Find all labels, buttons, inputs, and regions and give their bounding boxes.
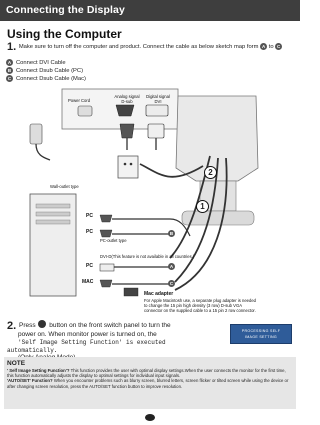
note-item-2-text: When you encounter problems such as blurry screen, blurred letters, screen flicker or tilted screen while using the device or after changing screen resolution, press the AUTO/SET function button to improve resolution. (7, 378, 289, 389)
dvi-text: DVI (154, 99, 162, 104)
dvi-cable-icon (148, 124, 164, 138)
note-box (4, 357, 296, 409)
pc-outlet-label: PC-outlet type (100, 238, 127, 243)
pc-label-2: PC (86, 229, 93, 235)
wall-outlet-label: Wall-outlet type (50, 184, 79, 189)
step1-text: Make sure to turn off the computer and product. Connect the cable as below sketch map form (18, 44, 259, 50)
mac-label: MAC (82, 279, 94, 285)
pc-connector-icon (100, 230, 112, 237)
analog-signal-label (112, 94, 142, 104)
callout-2-icon: 2 (204, 166, 217, 179)
step2-number: 2. (7, 320, 17, 332)
section-title: Using the Computer (7, 27, 122, 41)
marker-c-icon: C (7, 76, 12, 81)
mac-adapter-icon (124, 288, 138, 296)
wall-outlet-icon (118, 156, 138, 178)
step2-instruction (7, 320, 207, 362)
computer-tower-icon (30, 194, 76, 296)
option-a (6, 59, 66, 67)
note-item-2-title: 'AUTO/SET' Function? (7, 378, 53, 384)
power-button-icon (38, 320, 46, 328)
option-c (6, 75, 86, 83)
header-title: Connecting the Display (6, 4, 125, 16)
note-title: NOTE (7, 360, 26, 367)
option-b (6, 67, 83, 75)
pc-label-1: PC (86, 213, 93, 219)
step1-instruction (7, 42, 293, 52)
mac-adapter-line: For Apple Macintosh use, a separate plug adapter is needed (144, 298, 256, 303)
dsub-text: D-sub (121, 99, 133, 104)
digital-signal-text: Digital signal (146, 94, 170, 99)
marker-b-icon: B (7, 68, 12, 73)
mac-adapter-line: connector on the supplied cable to a 15 pin 2 row connector. (144, 308, 256, 313)
page-marker (145, 414, 155, 421)
step1-to: to (268, 44, 274, 50)
step2-line1: button on the front switch panel to turn the (49, 322, 171, 329)
dsub-port-icon (116, 105, 134, 116)
analog-signal-text: Analog signal (114, 94, 140, 99)
option-label: Connect DVI Cable (16, 60, 66, 66)
power-cord-label: Power Cord (68, 98, 91, 103)
step1-number: 1. (7, 41, 17, 53)
mac-adapter-line: to change the 15 pin high density (3 row) D-sub VGA (144, 303, 242, 308)
pc-label-3: PC (86, 263, 93, 269)
dvi-note: DVI-D(This feature is not available in all countries.) (100, 254, 195, 259)
mac-adapter-text (144, 298, 294, 313)
dsub-cable-icon (120, 124, 134, 138)
digital-signal-label (143, 94, 173, 104)
callout-1-icon: 1 (196, 200, 209, 213)
banner-line2: IMAGE SETTING (244, 335, 278, 339)
marker-b-icon: B (169, 231, 174, 236)
option-label: Connect Dsub Cable (Mac) (16, 76, 86, 82)
marker-c-icon: C (169, 281, 174, 286)
power-port-icon (78, 106, 92, 116)
step2-line3: 'Self Image Setting Function' is executed automatically. (7, 338, 166, 354)
banner-line1: PROCESSING SELF (241, 329, 281, 333)
pc-connector-icon (100, 215, 112, 222)
marker-a-icon: A (169, 264, 174, 269)
power-plug-icon (30, 124, 42, 144)
note-item-2 (7, 378, 293, 388)
mac-adapter-title: Mac adapter (144, 291, 174, 297)
marker-a-icon: A (7, 60, 12, 65)
step2-line2: power on. When monitor power is turned on, the (18, 331, 157, 338)
marker-c-icon: C (277, 44, 281, 49)
connection-diagram (0, 86, 300, 318)
note-item-1-title: ' Self Image Setting Function'? (7, 368, 70, 373)
pc-dvi-connector-icon (100, 264, 114, 271)
diagram-illustration (0, 86, 300, 318)
marker-a-icon: A (261, 44, 266, 49)
option-label: Connect Dsub Cable (PC) (16, 68, 84, 74)
dvi-port-icon (146, 105, 168, 116)
note-item-1 (7, 368, 293, 378)
header-bar (0, 0, 300, 21)
mac-connector-icon (100, 280, 112, 287)
step2-press: Press (19, 322, 36, 329)
note-item-1-text: This function provides the user with optimal display settings.When the user connects the monitor for the first time, this function automatically adjusts the display to optimal settings for individual input signals. (7, 368, 286, 379)
processing-banner (230, 324, 292, 344)
